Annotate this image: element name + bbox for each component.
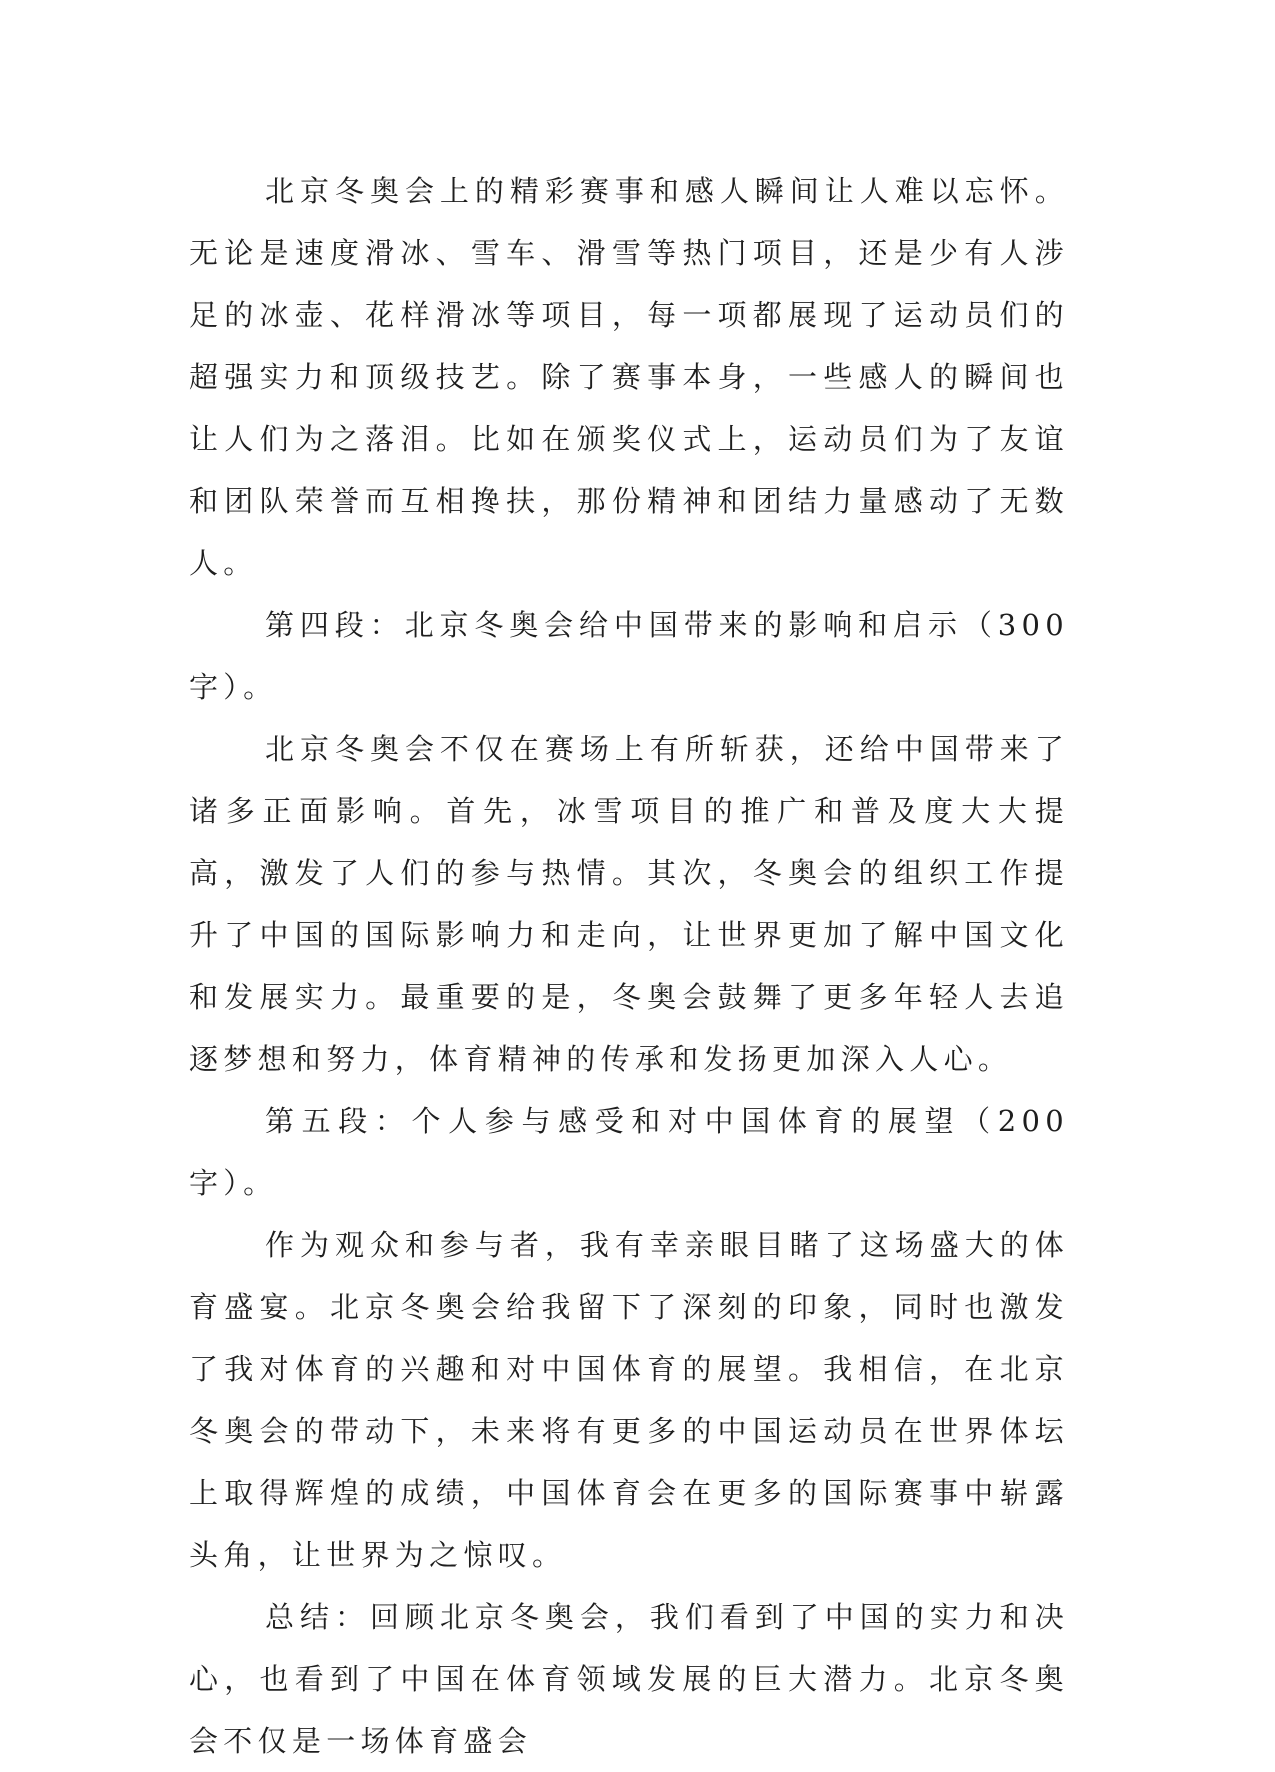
paragraph-winter-olympics-events: 北京冬奥会上的精彩赛事和感人瞬间让人难以忘怀。无论是速度滑冰、雪车、滑雪等热门项目，还是少有人涉足的冰壶、花样滑冰等项目，每一项都展现了运动员们的超强实力和顶级技艺。除了赛事本身，一些感人的瞬间也让人们为之落泪。比如在颁奖仪式上，运动员们为了友谊和团队荣誉而互相搀扶，那份精神和团结力量感动了无数人。 (189, 174, 1069, 580)
paragraph-summary: 总结：回顾北京冬奥会，我们看到了中国的实力和决心，也看到了中国在体育领域发展的巨大潜力。北京冬奥会不仅是一场体育盛会 (189, 1600, 1069, 1758)
paragraph-impact-on-china: 北京冬奥会不仅在赛场上有所斩获，还给中国带来了诸多正面影响。首先，冰雪项目的推广和普及度大大提高，激发了人们的参与热情。其次，冬奥会的组织工作提升了中国的国际影响力和走向，让世界更加了解中国文化和发展实力。最重要的是，冬奥会鼓舞了更多年轻人去追逐梦想和努力，体育精神的传承和发扬更加深入人心。 (189, 732, 1069, 1076)
section-heading-fifth: 第五段：个人参与感受和对中国体育的展望（200字）。 (189, 1104, 1069, 1200)
document-body (189, 160, 1069, 1772)
paragraph-personal-outlook: 作为观众和参与者，我有幸亲眼目睹了这场盛大的体育盛宴。北京冬奥会给我留下了深刻的印象，同时也激发了我对体育的兴趣和对中国体育的展望。我相信，在北京冬奥会的带动下，未来将有更多的中国运动员在世界体坛上取得辉煌的成绩，中国体育会在更多的国际赛事中崭露头角，让世界为之惊叹。 (189, 1228, 1069, 1572)
section-heading-fourth: 第四段：北京冬奥会给中国带来的影响和启示（300字）。 (189, 608, 1069, 704)
